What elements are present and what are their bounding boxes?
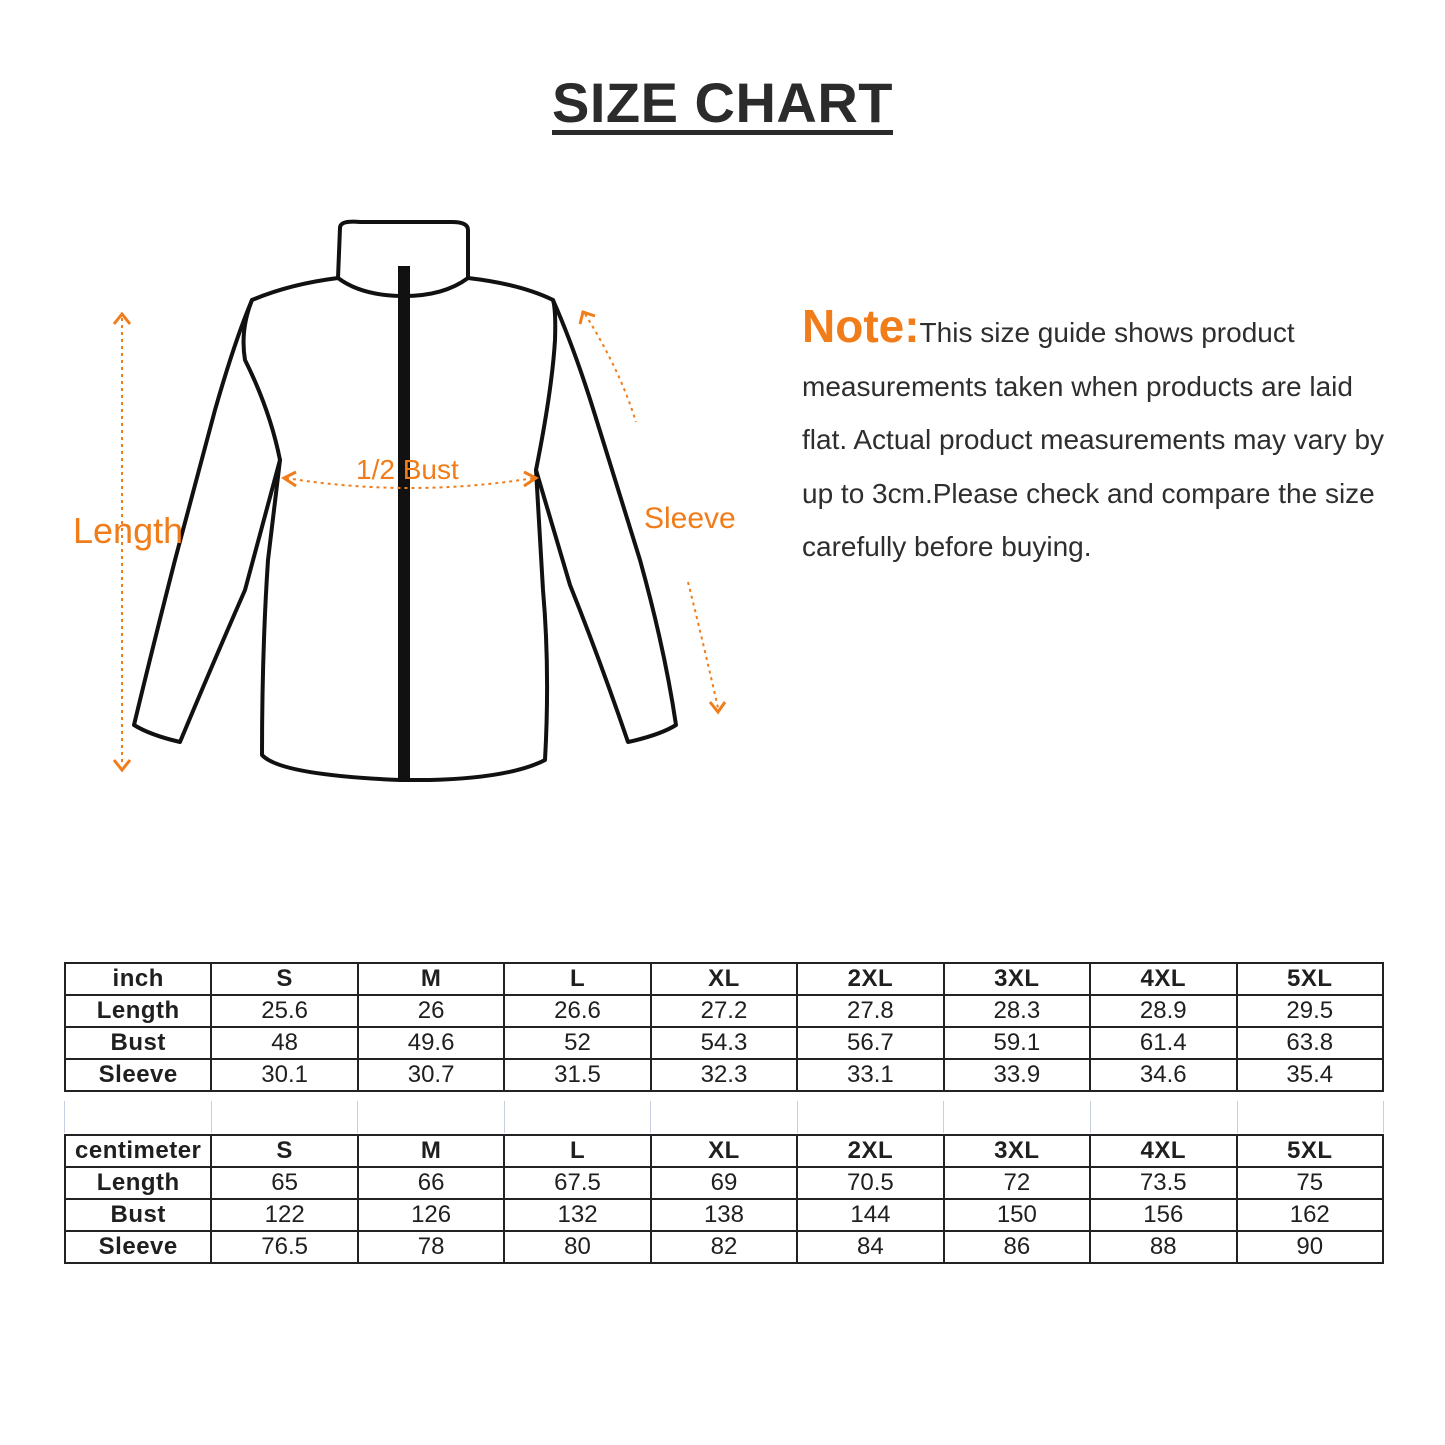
- size-header-cell: M: [358, 963, 504, 995]
- size-header-cell: 2XL: [797, 1135, 943, 1167]
- measurement-value-cell: 27.8: [797, 995, 943, 1027]
- measurement-value-cell: 72: [944, 1167, 1090, 1199]
- measurement-value-cell: 122: [211, 1199, 357, 1231]
- sleeve-label: Sleeve: [644, 502, 736, 535]
- measurement-value-cell: 26: [358, 995, 504, 1027]
- measurement-value-cell: 26.6: [504, 995, 650, 1027]
- measurement-value-cell: 70.5: [797, 1167, 943, 1199]
- measurement-label-cell: Bust: [65, 1027, 211, 1059]
- size-note: [802, 300, 1402, 574]
- measurement-value-cell: 162: [1237, 1199, 1384, 1231]
- size-header-cell: 3XL: [944, 963, 1090, 995]
- table-row: [65, 1059, 1383, 1091]
- size-header-cell: M: [358, 1135, 504, 1167]
- measurement-value-cell: 29.5: [1237, 995, 1384, 1027]
- measurement-value-cell: 34.6: [1090, 1059, 1236, 1091]
- measurement-value-cell: 138: [651, 1199, 797, 1231]
- size-header-cell: 5XL: [1237, 963, 1384, 995]
- measurement-value-cell: 84: [797, 1231, 943, 1263]
- measurement-value-cell: 66: [358, 1167, 504, 1199]
- size-header-cell: L: [504, 963, 650, 995]
- measurement-value-cell: 76.5: [211, 1231, 357, 1263]
- size-header-cell: S: [211, 963, 357, 995]
- measurement-value-cell: 67.5: [504, 1167, 650, 1199]
- note-lead: Note:: [802, 300, 920, 352]
- measurement-value-cell: 65: [211, 1167, 357, 1199]
- measurement-value-cell: 150: [944, 1199, 1090, 1231]
- size-header-cell: 5XL: [1237, 1135, 1384, 1167]
- measurement-value-cell: 25.6: [211, 995, 357, 1027]
- measurement-label-cell: Bust: [65, 1199, 211, 1231]
- garment-diagram: [40, 200, 780, 820]
- measurement-value-cell: 48: [211, 1027, 357, 1059]
- measurement-value-cell: 33.1: [797, 1059, 943, 1091]
- table-row: [65, 1231, 1383, 1263]
- measurement-value-cell: 52: [504, 1027, 650, 1059]
- page-title-text: SIZE CHART: [552, 71, 893, 134]
- size-header-cell: 4XL: [1090, 963, 1236, 995]
- table-header-row: [65, 1135, 1383, 1167]
- table-row: [65, 1199, 1383, 1231]
- measurement-value-cell: 27.2: [651, 995, 797, 1027]
- bust-label: 1/2 Bust: [356, 454, 459, 485]
- note-text: This size guide shows product measurements taken when products are laid flat. Actual product measurements may vary by up to 3cm.Please check and compare the size carefully before buying.: [802, 317, 1385, 562]
- unit-header-cell: inch: [65, 963, 211, 995]
- size-header-cell: XL: [651, 1135, 797, 1167]
- table-spacer-row: [64, 1101, 1384, 1133]
- measurement-value-cell: 30.1: [211, 1059, 357, 1091]
- size-header-cell: 3XL: [944, 1135, 1090, 1167]
- measurement-value-cell: 61.4: [1090, 1027, 1236, 1059]
- table-row: [65, 1167, 1383, 1199]
- measurement-value-cell: 33.9: [944, 1059, 1090, 1091]
- measurement-label-cell: Sleeve: [65, 1059, 211, 1091]
- table-header-row: [65, 963, 1383, 995]
- table-row: [65, 1027, 1383, 1059]
- measurement-value-cell: 69: [651, 1167, 797, 1199]
- measurement-value-cell: 63.8: [1237, 1027, 1384, 1059]
- measurement-value-cell: 35.4: [1237, 1059, 1384, 1091]
- measurement-value-cell: 30.7: [358, 1059, 504, 1091]
- measurement-value-cell: 132: [504, 1199, 650, 1231]
- size-header-cell: S: [211, 1135, 357, 1167]
- centimeter-size-table: [64, 1134, 1384, 1264]
- size-header-cell: L: [504, 1135, 650, 1167]
- size-header-cell: 4XL: [1090, 1135, 1236, 1167]
- measurement-value-cell: 82: [651, 1231, 797, 1263]
- measurement-value-cell: 28.9: [1090, 995, 1236, 1027]
- length-label: Length: [73, 510, 184, 551]
- unit-header-cell: centimeter: [65, 1135, 211, 1167]
- measurement-value-cell: 80: [504, 1231, 650, 1263]
- measurement-value-cell: 73.5: [1090, 1167, 1236, 1199]
- measurement-value-cell: 31.5: [504, 1059, 650, 1091]
- size-header-cell: XL: [651, 963, 797, 995]
- table-row: [65, 995, 1383, 1027]
- measurement-label-cell: Sleeve: [65, 1231, 211, 1263]
- measurement-value-cell: 86: [944, 1231, 1090, 1263]
- measurement-value-cell: 49.6: [358, 1027, 504, 1059]
- measurement-label-cell: Length: [65, 1167, 211, 1199]
- measurement-label-cell: Length: [65, 995, 211, 1027]
- inch-size-table: [64, 962, 1384, 1092]
- measurement-value-cell: 144: [797, 1199, 943, 1231]
- measurement-value-cell: 78: [358, 1231, 504, 1263]
- size-header-cell: 2XL: [797, 963, 943, 995]
- measurement-value-cell: 126: [358, 1199, 504, 1231]
- measurement-value-cell: 32.3: [651, 1059, 797, 1091]
- measurement-value-cell: 90: [1237, 1231, 1384, 1263]
- measurement-value-cell: 59.1: [944, 1027, 1090, 1059]
- page-title: [0, 70, 1445, 135]
- measurement-value-cell: 56.7: [797, 1027, 943, 1059]
- measurement-value-cell: 54.3: [651, 1027, 797, 1059]
- measurement-value-cell: 88: [1090, 1231, 1236, 1263]
- measurement-value-cell: 156: [1090, 1199, 1236, 1231]
- measurement-value-cell: 28.3: [944, 995, 1090, 1027]
- zipper: [398, 266, 410, 780]
- measurement-value-cell: 75: [1237, 1167, 1384, 1199]
